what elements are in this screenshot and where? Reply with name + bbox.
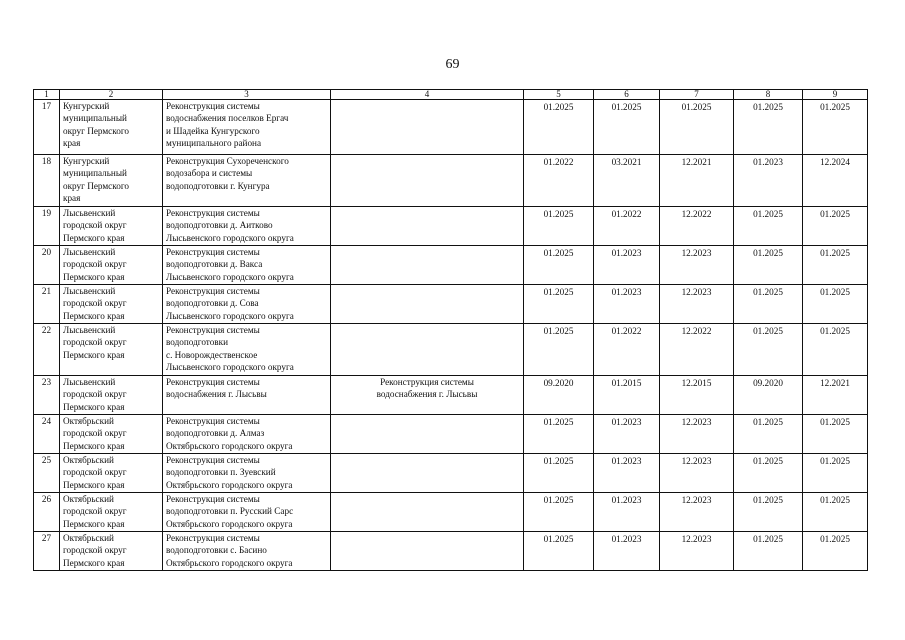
column-number: 6 bbox=[594, 90, 660, 100]
municipality-cell: Лысьвенский городской округ Пермского края bbox=[60, 246, 163, 285]
date-cell-col7: 01.2025 bbox=[660, 100, 734, 155]
row-number: 17 bbox=[34, 100, 60, 155]
municipality-cell: Лысьвенский городской округ Пермского края bbox=[60, 207, 163, 246]
date-cell-col6: 01.2023 bbox=[594, 532, 660, 571]
municipality-cell: Октябрьский городской округ Пермского края bbox=[60, 454, 163, 493]
date-cell-col8: 01.2025 bbox=[734, 285, 803, 324]
column-4-cell bbox=[331, 246, 524, 285]
table-row bbox=[34, 246, 868, 285]
municipality-cell: Октябрьский городской округ Пермского края bbox=[60, 493, 163, 532]
column-number-row bbox=[34, 90, 868, 100]
row-number: 18 bbox=[34, 155, 60, 207]
date-cell-col6: 03.2021 bbox=[594, 155, 660, 207]
date-cell-col6: 01.2022 bbox=[594, 207, 660, 246]
row-number: 26 bbox=[34, 493, 60, 532]
row-number: 21 bbox=[34, 285, 60, 324]
date-cell-col6: 01.2023 bbox=[594, 493, 660, 532]
column-4-cell bbox=[331, 285, 524, 324]
date-cell-col8: 01.2025 bbox=[734, 324, 803, 376]
object-name-cell: Реконструкция системы водоподготовки д. Алмаз Октябрьского городского округа bbox=[163, 415, 331, 454]
column-4-cell bbox=[331, 532, 524, 571]
object-name-cell: Реконструкция системы водоснабжения г. Лысьвы bbox=[163, 376, 331, 415]
date-cell-col9: 12.2021 bbox=[803, 376, 868, 415]
date-cell-col7: 12.2023 bbox=[660, 532, 734, 571]
row-number: 19 bbox=[34, 207, 60, 246]
date-cell-col7: 12.2021 bbox=[660, 155, 734, 207]
date-cell-col5: 01.2025 bbox=[524, 100, 594, 155]
column-4-cell bbox=[331, 454, 524, 493]
table-row bbox=[34, 532, 868, 571]
column-4-cell: Реконструкция системы водоснабжения г. Лысьвы bbox=[331, 376, 524, 415]
date-cell-col7: 12.2023 bbox=[660, 493, 734, 532]
date-cell-col8: 01.2025 bbox=[734, 454, 803, 493]
date-cell-col5: 01.2025 bbox=[524, 207, 594, 246]
row-number: 25 bbox=[34, 454, 60, 493]
table-row bbox=[34, 285, 868, 324]
municipality-cell: Лысьвенский городской округ Пермского края bbox=[60, 376, 163, 415]
date-cell-col9: 01.2025 bbox=[803, 285, 868, 324]
date-cell-col8: 01.2025 bbox=[734, 493, 803, 532]
object-name-cell: Реконструкция системы водоподготовки п. Зуевский Октябрьского городского округа bbox=[163, 454, 331, 493]
date-cell-col5: 01.2022 bbox=[524, 155, 594, 207]
register-table bbox=[33, 89, 868, 571]
column-4-cell bbox=[331, 493, 524, 532]
date-cell-col6: 01.2022 bbox=[594, 324, 660, 376]
object-name-cell: Реконструкция Сухореченского водозабора и системы водоподготовки г. Кунгура bbox=[163, 155, 331, 207]
municipality-cell: Октябрьский городской округ Пермского края bbox=[60, 532, 163, 571]
column-number: 3 bbox=[163, 90, 331, 100]
column-4-cell bbox=[331, 155, 524, 207]
column-4-cell bbox=[331, 100, 524, 155]
object-name-cell: Реконструкция системы водоподготовки д. Вакса Лысьвенского городского округа bbox=[163, 246, 331, 285]
date-cell-col8: 01.2023 bbox=[734, 155, 803, 207]
municipality-cell: Кунгурский муниципальный округ Пермского края bbox=[60, 155, 163, 207]
date-cell-col8: 01.2025 bbox=[734, 246, 803, 285]
column-number: 1 bbox=[34, 90, 60, 100]
date-cell-col6: 01.2023 bbox=[594, 415, 660, 454]
object-name-cell: Реконструкция системы водоподготовки с. Новорождественское Лысьвенского городского округа bbox=[163, 324, 331, 376]
column-number: 4 bbox=[331, 90, 524, 100]
date-cell-col6: 01.2023 bbox=[594, 285, 660, 324]
table-row bbox=[34, 324, 868, 376]
table-row bbox=[34, 415, 868, 454]
column-4-cell bbox=[331, 415, 524, 454]
date-cell-col8: 09.2020 bbox=[734, 376, 803, 415]
date-cell-col8: 01.2025 bbox=[734, 532, 803, 571]
table-row bbox=[34, 454, 868, 493]
table-row bbox=[34, 100, 868, 155]
date-cell-col5: 01.2025 bbox=[524, 324, 594, 376]
date-cell-col9: 01.2025 bbox=[803, 207, 868, 246]
date-cell-col7: 12.2023 bbox=[660, 246, 734, 285]
date-cell-col7: 12.2023 bbox=[660, 285, 734, 324]
table-row bbox=[34, 376, 868, 415]
row-number: 23 bbox=[34, 376, 60, 415]
object-name-cell: Реконструкция системы водоподготовки д. Сова Лысьвенского городского округа bbox=[163, 285, 331, 324]
date-cell-col9: 01.2025 bbox=[803, 454, 868, 493]
date-cell-col8: 01.2025 bbox=[734, 100, 803, 155]
municipality-cell: Лысьвенский городской округ Пермского края bbox=[60, 324, 163, 376]
page-number: 69 bbox=[445, 57, 460, 72]
date-cell-col5: 01.2025 bbox=[524, 454, 594, 493]
municipality-cell: Кунгурский муниципальный округ Пермского края bbox=[60, 100, 163, 155]
object-name-cell: Реконструкция системы водоподготовки п. Русский Сарс Октябрьского городского округа bbox=[163, 493, 331, 532]
column-4-cell bbox=[331, 324, 524, 376]
object-name-cell: Реконструкция системы водоподготовки д. Аитково Лысьвенского городского округа bbox=[163, 207, 331, 246]
date-cell-col6: 01.2023 bbox=[594, 246, 660, 285]
date-cell-col9: 01.2025 bbox=[803, 324, 868, 376]
object-name-cell: Реконструкция системы водоснабжения поселков Ергач и Шадейка Кунгурского муниципального района bbox=[163, 100, 331, 155]
date-cell-col9: 01.2025 bbox=[803, 493, 868, 532]
row-number: 27 bbox=[34, 532, 60, 571]
object-name-cell: Реконструкция системы водоподготовки с. Басино Октябрьского городского округа bbox=[163, 532, 331, 571]
row-number: 24 bbox=[34, 415, 60, 454]
date-cell-col5: 01.2025 bbox=[524, 285, 594, 324]
date-cell-col5: 01.2025 bbox=[524, 493, 594, 532]
date-cell-col5: 01.2025 bbox=[524, 246, 594, 285]
row-number: 20 bbox=[34, 246, 60, 285]
date-cell-col9: 01.2025 bbox=[803, 100, 868, 155]
date-cell-col7: 12.2023 bbox=[660, 415, 734, 454]
municipality-cell: Октябрьский городской округ Пермского края bbox=[60, 415, 163, 454]
date-cell-col6: 01.2025 bbox=[594, 100, 660, 155]
municipality-cell: Лысьвенский городской округ Пермского края bbox=[60, 285, 163, 324]
date-cell-col6: 01.2015 bbox=[594, 376, 660, 415]
column-4-cell bbox=[331, 207, 524, 246]
date-cell-col7: 12.2015 bbox=[660, 376, 734, 415]
table-row bbox=[34, 155, 868, 207]
column-number: 7 bbox=[660, 90, 734, 100]
column-number: 2 bbox=[60, 90, 163, 100]
date-cell-col9: 01.2025 bbox=[803, 415, 868, 454]
date-cell-col6: 01.2023 bbox=[594, 454, 660, 493]
date-cell-col8: 01.2025 bbox=[734, 207, 803, 246]
table-row bbox=[34, 207, 868, 246]
date-cell-col9: 12.2024 bbox=[803, 155, 868, 207]
date-cell-col7: 12.2022 bbox=[660, 324, 734, 376]
date-cell-col5: 01.2025 bbox=[524, 415, 594, 454]
date-cell-col7: 12.2022 bbox=[660, 207, 734, 246]
row-number: 22 bbox=[34, 324, 60, 376]
date-cell-col5: 01.2025 bbox=[524, 532, 594, 571]
date-cell-col9: 01.2025 bbox=[803, 246, 868, 285]
date-cell-col9: 01.2025 bbox=[803, 532, 868, 571]
date-cell-col8: 01.2025 bbox=[734, 415, 803, 454]
column-number: 5 bbox=[524, 90, 594, 100]
date-cell-col7: 12.2023 bbox=[660, 454, 734, 493]
table-row bbox=[34, 493, 868, 532]
column-number: 8 bbox=[734, 90, 803, 100]
date-cell-col5: 09.2020 bbox=[524, 376, 594, 415]
column-number: 9 bbox=[803, 90, 868, 100]
